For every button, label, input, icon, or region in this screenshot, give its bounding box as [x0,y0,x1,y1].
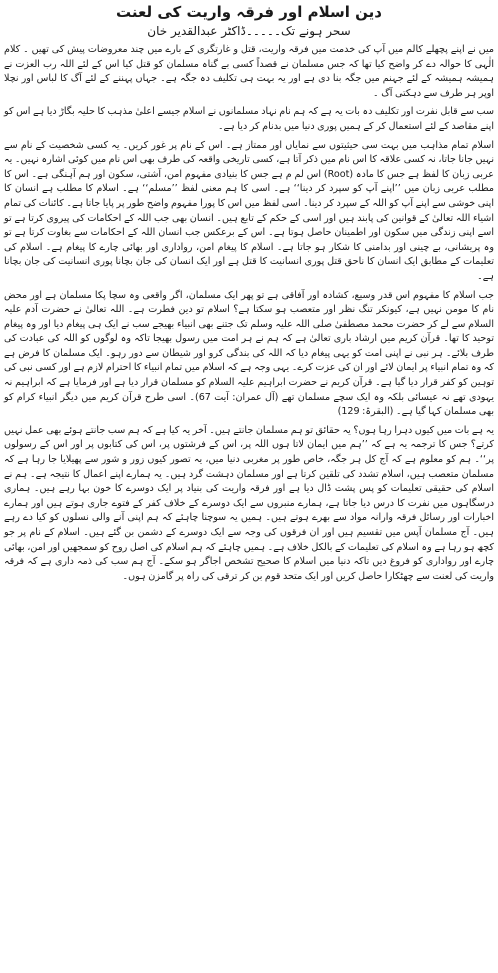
article-byline: سحر ہونے تک۔۔۔۔۔ڈاکٹر عبدالقدیر خان [147,24,351,38]
article-title: دین اسلام اور فرقہ واریت کی لعنت [116,3,382,21]
article-paragraph: سب سے قابل نفرت اور تکلیف دہ بات یہ ہے کہ ہم نام نہاد مسلمانوں نے اسلام جیسے اعلیٰ مذہب کا حلیہ بگاڑ دیا ہے اس کو اپنے مقاصد کے لئے استعمال کر کے ہمیں پوری دنیا میں بدنام کر دیا ہے۔ [4,106,494,132]
article-paragraph: اسلام تمام مذاہب میں بہت سی حیثیتوں سے نمایاں اور ممتاز ہے۔ اس کے نام پر غور کریں۔ یہ کسی شخصیت کے نام سے نہیں جانا جاتا، نہ کسی علاقہ کا اس نام میں ذکر آتا ہے، کسی تاریخی واقعہ کی طرف بھی اس نام میں کوئی اشارہ نہیں۔ یہ عربی زبان کا لفظ ہے جس کا مادہ (Root) اس لم م ہے جس کا بنیادی مفہوم امن، آشتی، سکون اور ہم آہنگی ہے۔ اس کا مطلب عربی زبان میں ’’اپنے آپ کو سپرد کر دینا‘‘ ہے۔ اسی کا ہم معنی لفظ ’’مسلم‘‘ ہے۔ اسلام کا مطلب ہے انسان کا اپنی خوشی سے اپنے آپ کو اللہ کے سپرد کر دینا۔ اسی لفظ میں اس کا پورا مفہوم واضح طور پر پایا جاتا ہے۔ کائنات کی تمام اشیاء اللہ تعالیٰ کے قوانین کی پابند ہیں اور اسی کے حکم کے تابع ہیں۔ انسان بھی جب اللہ کے احکامات کی پیروی کرتا ہے تو اسے اپنی زندگی میں سکون اور اطمینان حاصل ہوتا ہے۔ اس کے برعکس جب انسان اللہ کے احکامات سے بغاوت کرتا ہے تو وہ پریشانی، بے چینی اور بدامنی کا شکار ہو جاتا ہے۔ اسلام کا پیغام امن، رواداری اور بھائی چارے کا پیغام ہے۔ اسلام کی تعلیمات کے مطابق ایک انسان کا ناحق قتل پوری انسانیت کا قتل ہے اور ایک انسان کی جان بچانا پوری انسانیت کی جان بچانا ہے۔ [4,139,494,282]
article-paragraph: جب اسلام کا مفہوم اس قدر وسیع، کشادہ اور آفاقی ہے تو پھر ایک مسلمان، اگر واقعی وہ سچا پکا مسلمان ہے اور محض نام کا مومن نہیں ہے، کیونکر تنگ نظر اور متعصب ہو سکتا ہے؟ اسلام تو دین فطرت ہے۔ اللہ تعالیٰ نے حضرت آدم علیہ السلام سے لے کر حضرت محمد مصطفیٰ صلی اللہ علیہ وسلم تک جتنے بھی انبیاء بھیجے سب نے ایک ہی پیغام دیا اور وہ پیغام توحید کا تھا۔ قرآن کریم میں ارشاد باری تعالیٰ ہے کہ ہم نے ہر امت میں رسول بھیجا تاکہ وہ لوگوں کو اللہ کی عبادت کی طرف بلائے۔ ہر نبی نے اپنی امت کو یہی پیغام دیا کہ اللہ کی بندگی کرو اور شیطان سے دور رہو۔ ایک مسلمان کا فرض ہے کہ وہ تمام انبیاء پر ایمان لائے اور ان کی عزت کرے۔ یہی وجہ ہے کہ اسلام میں تمام انبیاء کا احترام لازم ہے اور کسی نبی کی توہین کو کفر قرار دیا گیا ہے۔ قرآن کریم نے حضرت ابراہیم علیہ السلام کو مسلمان قرار دیا ہے اور فرمایا ہے کہ ابراہیم نہ یہودی تھے نہ عیسائی بلکہ وہ ایک سچے مسلمان تھے (آل عمران: آیت 67)۔ اسی طرح قرآن کریم میں دیگر انبیاء کرام کو بھی مسلمان کہا گیا ہے۔ (البقرۃ: 129) [4,289,494,418]
article-paragraph: میں نے اپنے پچھلے کالم میں آپ کی خدمت میں فرقہ واریت، قتل و غارتگری کے بارے میں چند معروضات پیش کی تھیں ۔ کلام الٰہی کا حوالہ دے کر واضح کیا تھا کہ جس مسلمان نے قصداً کسی بے گناہ مسلمان کو قتل کیا اس کے لئے اللہ رب العزت نے ہمیشہ ہمیشہ کے لئے جہنم میں جگہ بنا دی ہے اور یہ بہت ہی تکلیف دہ جگہ ہے۔ جہاں پہننے کے لئے آگ کا لباس اور نچلا اوپر ہر طرف سے دہکتی آگ ۔ [4,44,494,99]
article-paragraph: یہ ہے بات میں کیوں دہرا رہا ہوں؟ یہ حقائق تو ہم مسلمان جانتے ہیں۔ آخر یہ کیا ہے کہ ہم سب جانتے ہوئے بھی عمل نہیں کرتے؟ جس کا ترجمہ یہ ہے کہ ’’ہم میں ایمان لاتا ہوں اللہ پر، اس کے فرشتوں پر، اس کی کتابوں پر اور اس کے رسولوں پر‘‘۔ ہم کو معلوم ہے کہ آج کل ہر جگہ، خاص طور پر مغربی دنیا میں، یہ تصور کیوں زور و شور سے پھیلایا جا رہا ہے کہ مسلمان متعصب ہیں، اسلام تشدد کی تلقین کرتا ہے اور مسلمان دہشت گرد ہیں۔ یہ ہمارے اپنے اعمال کا نتیجہ ہے۔ ہم نے اسلام کی حقیقی تعلیمات کو پس پشت ڈال دیا ہے اور فرقہ واریت کی بنیاد پر ایک دوسرے کا خون بہا رہے ہیں۔ ہماری درسگاہوں میں نفرت کا درس دیا جاتا ہے، ہمارے منبروں سے ایک دوسرے کے خلاف کفر کے فتوے جاری ہوتے ہیں اور ہمارے اخبارات اور رسائل فرقہ وارانہ مواد سے بھرے ہوتے ہیں۔ ہمیں یہ سوچنا چاہئے کہ ہم اپنی آنے والی نسلوں کو کیا دے رہے ہیں۔ آج مسلمان آپس میں تقسیم ہیں اور ان فرقوں کی وجہ سے ایک دوسرے کے دشمن بن گئے ہیں۔ اسلام کے نام پر جو کچھ ہو رہا ہے وہ اسلام کی تعلیمات کے بالکل خلاف ہے۔ ہمیں چاہئے کہ ہم اسلام کی اصل روح کو سمجھیں اور امن، بھائی چارے اور رواداری کو فروغ دیں تاکہ دنیا میں اسلام کا صحیح تشخص اجاگر ہو سکے۔ آج ہم سب کی ذمہ داری ہے کہ فرقہ واریت کی لعنت سے چھٹکارا حاصل کریں اور ایک متحد قوم بن کر ترقی کی راہ پر گامزن ہوں۔ [4,424,494,582]
